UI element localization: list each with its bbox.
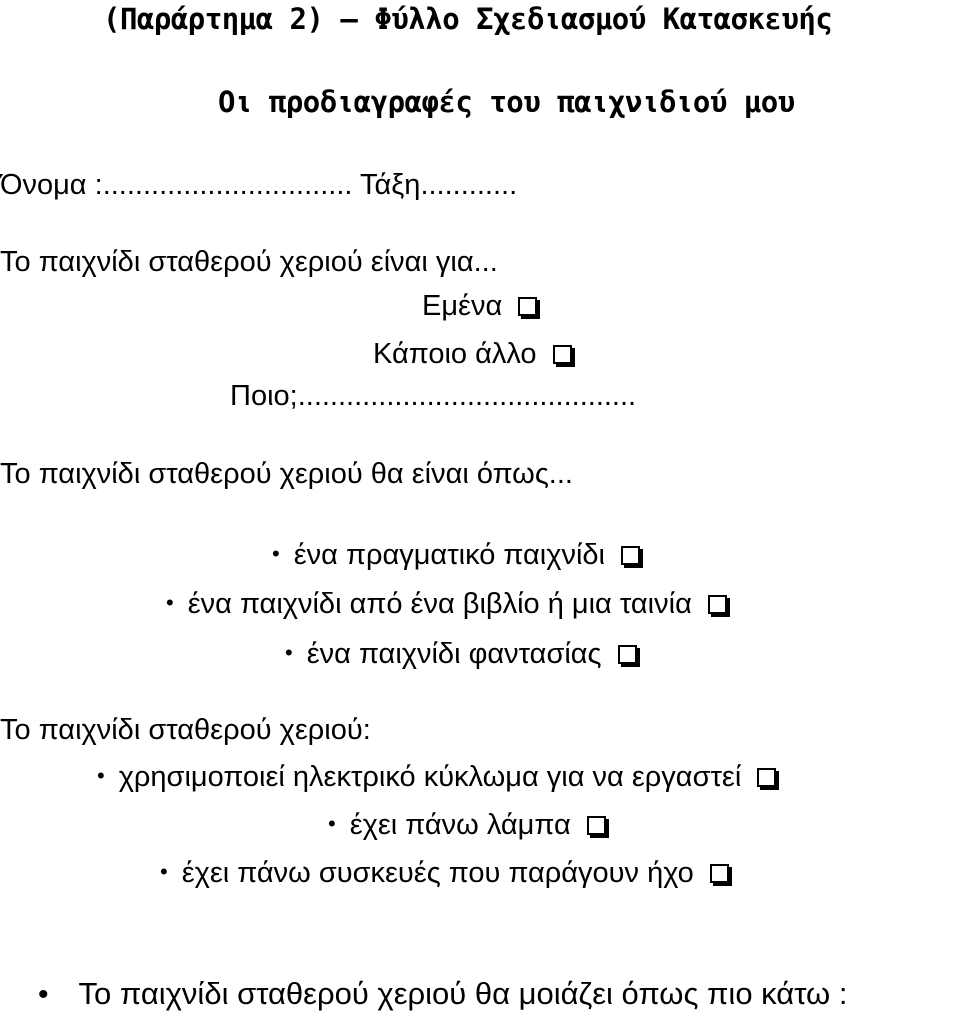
checkbox[interactable] <box>710 864 729 883</box>
q3-option-circuit <box>97 763 776 792</box>
bullet: • <box>328 811 336 836</box>
bullet: • <box>160 859 168 884</box>
q1-option-me <box>422 292 537 321</box>
document-title: (Παράρτημα 2) – Φύλλο Σχεδιασμού Κατασκευής <box>103 2 833 36</box>
student-info-line <box>0 171 517 200</box>
bullet: • <box>166 590 174 615</box>
q2-option-fantasy <box>285 640 637 669</box>
checkbox[interactable] <box>618 645 637 664</box>
q1-option-label: Εμένα <box>422 290 503 322</box>
question-4 <box>38 978 847 1010</box>
q2-option-label: ένα παιχνίδι φαντασίας <box>306 638 602 670</box>
question-2: Το παιχνίδι σταθερού χεριού θα είναι όπως... <box>0 458 573 490</box>
q3-option-label: έχει πάνω συσκευές που παράγουν ήχο <box>181 857 694 889</box>
q1-option-someone-else <box>373 340 572 369</box>
question-3: Το παιχνίδι σταθερού χεριού: <box>0 714 371 746</box>
bullet: • <box>38 978 49 1011</box>
q2-option-label: ένα παιχνίδι από ένα βιβλίο ή μια ταινία <box>187 588 692 620</box>
q3-option-label: χρησιμοποιεί ηλεκτρικό κύκλωμα για να εργαστεί <box>118 761 742 793</box>
checkbox[interactable] <box>621 546 640 565</box>
name-label: Όνομα : <box>0 169 103 201</box>
q2-option-book-movie <box>166 590 727 619</box>
name-field[interactable]: ............................... <box>102 169 353 201</box>
q2-option-real-toy <box>272 541 640 570</box>
q1-who-line <box>230 382 636 411</box>
checkbox[interactable] <box>708 595 727 614</box>
document-subtitle: Οι προδιαγραφές του παιχνιδιού μου <box>218 85 795 119</box>
question-1: Το παιχνίδι σταθερού χεριού είναι για... <box>0 246 498 278</box>
question-4-text: Το παιχνίδι σταθερού χεριού θα μοιάζει όπως πιο κάτω : <box>78 976 848 1011</box>
bullet: • <box>285 640 293 665</box>
checkbox[interactable] <box>757 768 776 787</box>
q1-option-label: Κάποιο άλλο <box>373 338 537 370</box>
class-field[interactable]: ............ <box>420 169 518 201</box>
checkbox[interactable] <box>553 345 572 364</box>
who-field[interactable]: .......................................... <box>297 380 637 412</box>
q3-option-label: έχει πάνω λάμπα <box>349 809 571 841</box>
who-label: Ποιο; <box>230 380 298 412</box>
bullet: • <box>272 541 280 566</box>
q3-option-sound <box>160 859 729 888</box>
class-label: Τάξη <box>360 169 421 201</box>
bullet: • <box>97 763 105 788</box>
checkbox[interactable] <box>587 816 606 835</box>
checkbox[interactable] <box>518 297 537 316</box>
q3-option-lamp <box>328 811 606 840</box>
q2-option-label: ένα πραγματικό παιχνίδι <box>293 539 605 571</box>
